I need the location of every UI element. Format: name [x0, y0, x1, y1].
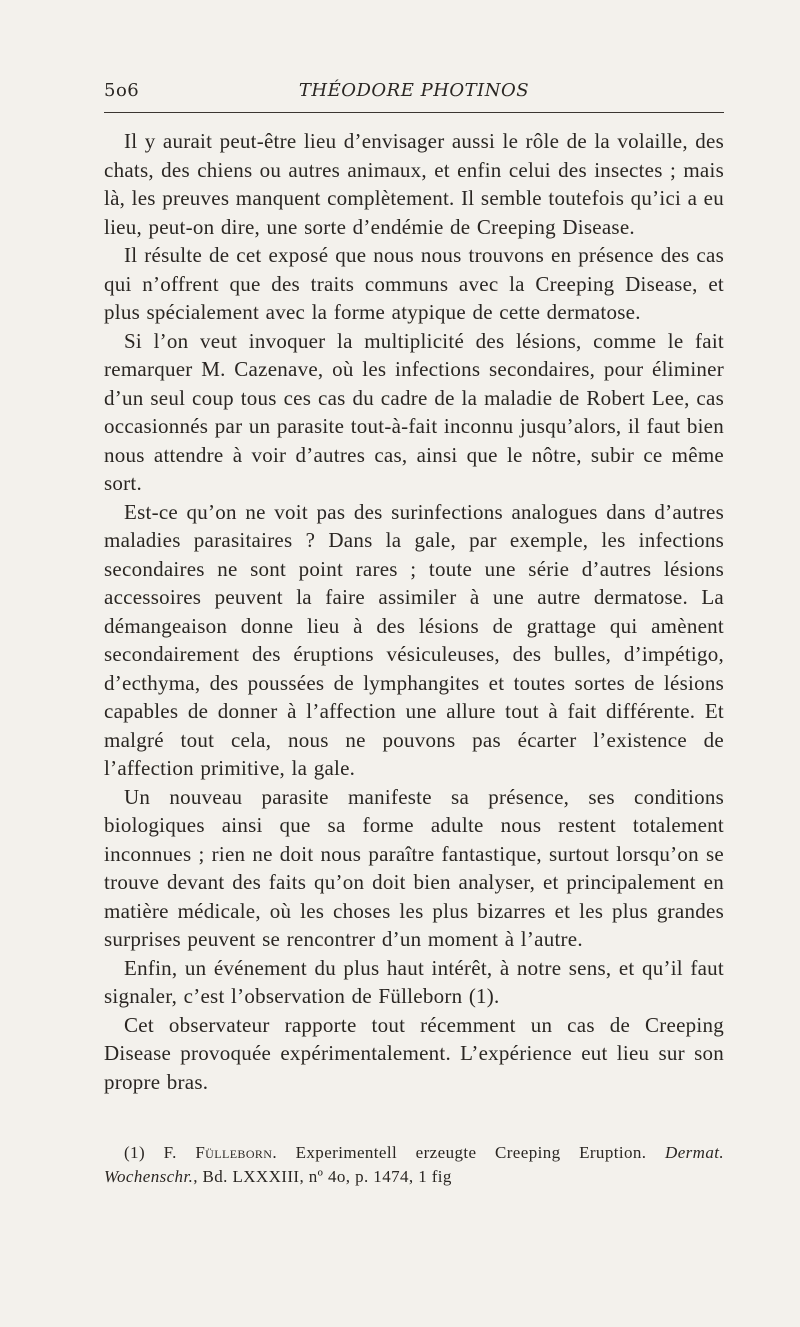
page-content — [104, 80, 724, 1189]
paragraph: Enfin, un événement du plus haut intérêt, à notre sens, et qu’il faut signaler, c’est l’observation de Fülleborn (1). — [104, 955, 724, 1008]
page-number: 5o6 — [104, 80, 140, 101]
paragraph: Il y aurait peut-être lieu d’envisager aussi le rôle de la volaille, des chats, des chiens ou autres animaux, et enfin celui des insectes ; mais là, les preuves manquent complètement. Il semble toutefois qu’ici a eu lieu, peut-on dire, une sorte d’endémie de Creeping Disease. — [104, 129, 724, 239]
footnote-journal: Dermat. Wochenschr. — [104, 1143, 725, 1186]
footnote-title: Experimentell erzeugte Creeping Eruption. — [295, 1143, 647, 1162]
paragraph: Cet observateur rapporte tout récemment un cas de Creeping Disease provoquée expérimentalement. L’expérience eut lieu sur son propre bras. — [104, 1012, 724, 1094]
header-rule — [104, 112, 724, 113]
footnote — [104, 1141, 724, 1189]
footnote-marker: (1) — [124, 1143, 146, 1162]
footnote-author: F. Fülleborn. — [163, 1143, 278, 1162]
paragraph: Si l’on veut invoquer la multiplicité des lésions, comme le fait remarquer M. Cazenave, où les infections secondaires, pour éliminer d’un seul coup tous ces cas du cadre de la maladie de Robert Lee, cas occasionnés par un parasite tout-à-fait inconnu jusqu’alors, il faut bien nous attendre à voir d’autres cas, ainsi que le nôtre, subir ce même sort. — [104, 328, 724, 495]
paragraph: Il résulte de cet exposé que nous nous trouvons en présence des cas qui n’offrent que des traits communs avec la Creeping Disease, et plus spécialement avec la forme atypique de cette dermatose. — [104, 243, 724, 324]
paragraph: Est-ce qu’on ne voit pas des surinfections analogues dans d’autres maladies parasitaires ? Dans la gale, par exemple, les infections secondaires ne sont point rares ; toute une série d’autres lésions accessoires peuvent la faire assimiler à une autre dermatose. La démangeaison donne lieu à des lésions de grattage qui amènent secondairement des éruptions vésiculeuses, des bulles, d’impétigo, d’ecthyma, des poussées de lymphangites et toutes sortes de lésions capables de donner à l’affection une allure tout à fait différente. Et malgré tout cela, nous ne pouvons pas écarter l’existence de l’affection primitive, la gale. — [104, 499, 724, 780]
running-head — [104, 80, 724, 110]
footnote-details: , Bd. LXXXIII, nº 4o, p. 1474, 1 fig — [193, 1167, 452, 1186]
paragraph: Un nouveau parasite manifeste sa présence, ses conditions biologiques ainsi que sa forme adulte nous restent totalement inconnues ; rien ne doit nous paraître fantastique, surtout lorsqu’on se trouve devant des faits qu’on doit bien analyser, et principalement en matière médicale, où les choses les plus bizarres et les plus grandes surprises peuvent se rencontrer d’un moment à l’autre. — [104, 784, 724, 951]
body-text — [104, 127, 724, 1096]
running-title: THÉODORE PHOTINOS — [298, 80, 530, 101]
